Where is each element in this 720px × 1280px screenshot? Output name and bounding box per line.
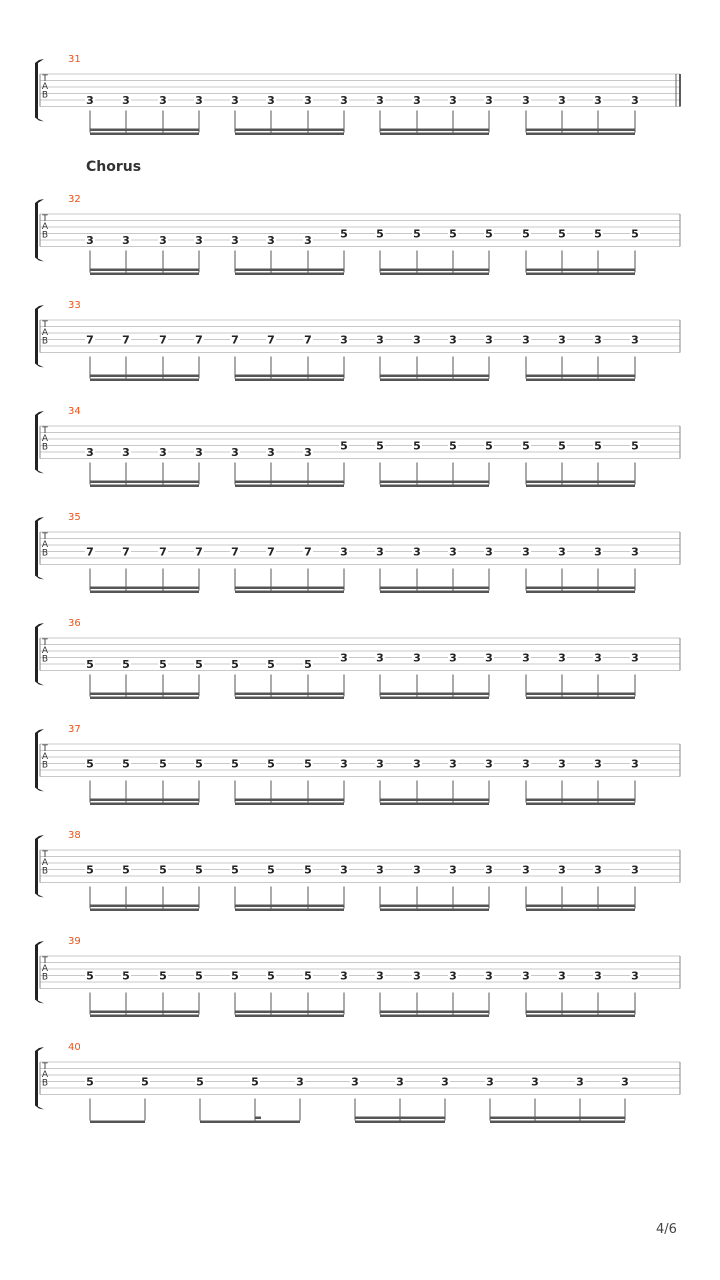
tab-clef-letter: A <box>41 540 49 551</box>
fret-number: 3 <box>531 1075 539 1089</box>
section-label-chorus: Chorus <box>86 159 142 175</box>
beam-secondary <box>235 485 344 488</box>
fret-number: 3 <box>340 545 348 559</box>
fret-number: 3 <box>594 94 602 107</box>
fret-number: 3 <box>522 94 530 107</box>
tab-clef-letter: B <box>41 336 49 347</box>
fret-number: 3 <box>485 651 493 665</box>
fret-number: 5 <box>195 658 203 671</box>
fret-number: 3 <box>231 94 239 107</box>
beam-primary <box>235 905 344 908</box>
beam-secondary <box>380 1015 489 1018</box>
beam-secondary <box>490 1121 625 1124</box>
beam-primary <box>380 693 489 696</box>
tab-clef-letter: T <box>42 744 48 754</box>
beam-primary <box>90 1121 145 1124</box>
tab-clef-letter: T <box>42 320 48 330</box>
fret-number: 3 <box>631 651 639 665</box>
fret-number: 5 <box>159 863 167 877</box>
beam-primary <box>526 129 635 132</box>
fret-number: 3 <box>522 757 530 771</box>
fret-number: 3 <box>594 969 602 983</box>
fret-number: 7 <box>122 333 130 347</box>
fret-number: 5 <box>485 439 493 453</box>
fret-number: 5 <box>340 439 348 453</box>
fret-number: 5 <box>86 1075 94 1089</box>
beam-primary <box>526 587 635 590</box>
beam-primary <box>380 129 489 132</box>
tab-clef-letter: T <box>42 214 48 224</box>
fret-number: 5 <box>304 757 312 771</box>
measure-number: 39 <box>68 936 81 947</box>
fret-number: 5 <box>522 439 530 453</box>
fret-number: 5 <box>558 227 566 241</box>
fret-number: 3 <box>485 545 493 559</box>
fret-number: 3 <box>396 1075 404 1089</box>
fret-number: 3 <box>449 863 457 877</box>
fret-number: 3 <box>86 234 94 247</box>
fret-number: 5 <box>86 658 94 671</box>
beam-primary <box>90 799 199 802</box>
tab-clef-letter: T <box>42 638 48 648</box>
beam-primary <box>355 1117 445 1120</box>
tab-clef-letter: B <box>41 442 49 453</box>
tab-clef-letter: B <box>41 654 49 665</box>
beam-secondary <box>235 909 344 912</box>
fret-number: 5 <box>304 658 312 671</box>
fret-number: 7 <box>86 333 94 347</box>
measure-number: 31 <box>68 54 81 65</box>
measure-number: 34 <box>68 406 81 417</box>
fret-number: 5 <box>231 757 239 771</box>
beam-primary <box>235 375 344 378</box>
beam-secondary <box>90 803 199 806</box>
beam-secondary <box>526 1015 635 1018</box>
fret-number: 5 <box>141 1075 149 1089</box>
measure-number: 33 <box>68 300 81 311</box>
beam-primary <box>200 1121 300 1124</box>
beam-secondary <box>380 273 489 276</box>
fret-number: 3 <box>449 757 457 771</box>
fret-number: 5 <box>631 439 639 453</box>
beam-secondary <box>90 485 199 488</box>
fret-number: 5 <box>594 227 602 241</box>
fret-number: 3 <box>340 333 348 347</box>
beam-secondary <box>526 697 635 700</box>
tab-clef-letter: B <box>41 90 49 101</box>
beam-primary <box>90 269 199 272</box>
fret-number: 5 <box>251 1075 259 1089</box>
beam-secondary <box>235 591 344 594</box>
fret-number: 3 <box>304 94 312 107</box>
fret-number: 3 <box>351 1075 359 1089</box>
fret-number: 3 <box>376 969 384 983</box>
beam-secondary <box>526 909 635 912</box>
fret-number: 5 <box>340 227 348 241</box>
beam-secondary <box>380 591 489 594</box>
beam-secondary <box>90 697 199 700</box>
fret-number: 5 <box>267 863 275 877</box>
fret-number: 3 <box>594 333 602 347</box>
fret-number: 5 <box>159 658 167 671</box>
tab-clef-letter: A <box>41 858 49 869</box>
beam-secondary <box>235 379 344 382</box>
measure-number: 36 <box>68 618 81 629</box>
fret-number: 3 <box>122 94 130 107</box>
fret-number: 7 <box>304 333 312 347</box>
tab-clef-letter: A <box>41 1070 49 1081</box>
beam-secondary <box>380 379 489 382</box>
beam-secondary <box>235 1015 344 1018</box>
fret-number: 5 <box>122 863 130 877</box>
beam-secondary <box>380 909 489 912</box>
fret-number: 3 <box>340 969 348 983</box>
fret-number: 3 <box>558 94 566 107</box>
tab-clef-letter: A <box>41 964 49 975</box>
beam-primary <box>526 481 635 484</box>
fret-number: 3 <box>195 234 203 247</box>
fret-number: 3 <box>340 757 348 771</box>
fret-number: 3 <box>621 1075 629 1089</box>
fret-number: 3 <box>159 446 167 459</box>
fret-number: 3 <box>631 545 639 559</box>
fret-number: 3 <box>485 757 493 771</box>
fret-number: 5 <box>195 863 203 877</box>
fret-number: 7 <box>231 333 239 347</box>
beam-primary <box>526 693 635 696</box>
fret-number: 3 <box>340 863 348 877</box>
beam-secondary <box>90 591 199 594</box>
fret-number: 3 <box>413 651 421 665</box>
fret-number: 3 <box>376 757 384 771</box>
tab-clef-letter: B <box>41 230 49 241</box>
fret-number: 5 <box>159 757 167 771</box>
fret-number: 3 <box>631 863 639 877</box>
beam-primary <box>526 1011 635 1014</box>
beam-secondary <box>355 1121 445 1124</box>
fret-number: 3 <box>449 333 457 347</box>
beam-primary <box>235 799 344 802</box>
fret-number: 3 <box>413 333 421 347</box>
fret-number: 3 <box>631 969 639 983</box>
beam-primary <box>235 587 344 590</box>
fret-number: 5 <box>86 969 94 983</box>
fret-number: 3 <box>485 863 493 877</box>
beam-secondary <box>90 909 199 912</box>
fret-number: 5 <box>122 757 130 771</box>
page-number: 4/6 <box>656 1222 677 1237</box>
beam-secondary <box>235 273 344 276</box>
fret-number: 7 <box>122 545 130 559</box>
fret-number: 3 <box>522 333 530 347</box>
beam-secondary <box>235 133 344 136</box>
beam-primary <box>380 905 489 908</box>
tab-clef-letter: T <box>42 74 48 84</box>
tab-clef-letter: B <box>41 972 49 983</box>
fret-number: 3 <box>86 446 94 459</box>
tab-clef-letter: T <box>42 1062 48 1072</box>
fret-number: 3 <box>296 1075 304 1089</box>
measure-number: 38 <box>68 830 81 841</box>
fret-number: 3 <box>159 234 167 247</box>
beam-primary <box>235 481 344 484</box>
fret-number: 3 <box>558 757 566 771</box>
fret-number: 5 <box>558 439 566 453</box>
fret-number: 3 <box>195 94 203 107</box>
beam-primary <box>380 587 489 590</box>
beam-secondary <box>526 133 635 136</box>
fret-number: 3 <box>231 234 239 247</box>
fret-number: 7 <box>195 545 203 559</box>
fret-number: 7 <box>304 545 312 559</box>
beam-secondary <box>235 803 344 806</box>
tab-clef-letter: T <box>42 426 48 436</box>
fret-number: 3 <box>86 94 94 107</box>
fret-number: 3 <box>485 969 493 983</box>
beam-primary <box>90 481 199 484</box>
measure-number: 40 <box>68 1042 81 1053</box>
fret-number: 5 <box>413 227 421 241</box>
beam-primary <box>90 375 199 378</box>
fret-number: 5 <box>86 757 94 771</box>
fret-number: 3 <box>413 545 421 559</box>
fret-number: 3 <box>441 1075 449 1089</box>
fret-number: 3 <box>376 545 384 559</box>
tab-clef-letter: B <box>41 548 49 559</box>
beam-primary <box>380 481 489 484</box>
tab-clef-letter: A <box>41 222 49 233</box>
fret-number: 5 <box>376 227 384 241</box>
fret-number: 3 <box>522 969 530 983</box>
fret-number: 5 <box>159 969 167 983</box>
beam-primary <box>90 905 199 908</box>
fret-number: 3 <box>594 863 602 877</box>
beam-secondary <box>526 273 635 276</box>
fret-number: 3 <box>594 545 602 559</box>
tab-clef-letter: T <box>42 850 48 860</box>
fret-number: 5 <box>231 969 239 983</box>
fret-number: 7 <box>159 333 167 347</box>
beam-secondary <box>235 697 344 700</box>
fret-number: 7 <box>195 333 203 347</box>
fret-number: 3 <box>159 94 167 107</box>
beam-secondary <box>526 485 635 488</box>
fret-number: 5 <box>594 439 602 453</box>
beam-partial <box>255 1117 261 1120</box>
tab-clef-letter: A <box>41 752 49 763</box>
beam-primary <box>380 269 489 272</box>
beam-secondary <box>90 133 199 136</box>
fret-number: 7 <box>86 545 94 559</box>
fret-number: 3 <box>376 333 384 347</box>
fret-number: 3 <box>631 94 639 107</box>
fret-number: 3 <box>558 333 566 347</box>
fret-number: 3 <box>558 545 566 559</box>
fret-number: 3 <box>340 651 348 665</box>
fret-number: 5 <box>86 863 94 877</box>
fret-number: 3 <box>413 757 421 771</box>
fret-number: 3 <box>231 446 239 459</box>
fret-number: 3 <box>413 94 421 107</box>
beam-primary <box>526 375 635 378</box>
beam-primary <box>90 129 199 132</box>
measure-number: 32 <box>68 194 81 205</box>
beam-primary <box>380 375 489 378</box>
fret-number: 3 <box>267 94 275 107</box>
measure-number: 35 <box>68 512 81 523</box>
fret-number: 3 <box>195 446 203 459</box>
measure-number: 37 <box>68 724 81 735</box>
fret-number: 3 <box>449 651 457 665</box>
fret-number: 3 <box>486 1075 494 1089</box>
fret-number: 3 <box>522 651 530 665</box>
fret-number: 3 <box>413 863 421 877</box>
beam-secondary <box>380 803 489 806</box>
fret-number: 5 <box>631 227 639 241</box>
beam-primary <box>526 269 635 272</box>
beam-primary <box>526 799 635 802</box>
tab-clef-letter: B <box>41 760 49 771</box>
fret-number: 3 <box>304 446 312 459</box>
fret-number: 5 <box>304 863 312 877</box>
tab-clef-letter: A <box>41 646 49 657</box>
fret-number: 5 <box>231 658 239 671</box>
beam-primary <box>235 1011 344 1014</box>
fret-number: 3 <box>413 969 421 983</box>
fret-number: 3 <box>122 446 130 459</box>
tab-clef-letter: T <box>42 956 48 966</box>
fret-number: 3 <box>485 94 493 107</box>
fret-number: 3 <box>594 651 602 665</box>
fret-number: 5 <box>195 757 203 771</box>
beam-secondary <box>90 1015 199 1018</box>
beam-primary <box>235 693 344 696</box>
fret-number: 5 <box>413 439 421 453</box>
beam-primary <box>235 269 344 272</box>
fret-number: 5 <box>196 1075 204 1089</box>
fret-number: 3 <box>122 234 130 247</box>
fret-number: 3 <box>376 651 384 665</box>
fret-number: 3 <box>449 94 457 107</box>
fret-number: 3 <box>376 863 384 877</box>
beam-primary <box>90 587 199 590</box>
fret-number: 5 <box>304 969 312 983</box>
beam-secondary <box>380 133 489 136</box>
fret-number: 5 <box>267 969 275 983</box>
fret-number: 7 <box>267 545 275 559</box>
fret-number: 5 <box>376 439 384 453</box>
beam-secondary <box>526 379 635 382</box>
fret-number: 3 <box>340 94 348 107</box>
beam-secondary <box>90 273 199 276</box>
fret-number: 5 <box>449 227 457 241</box>
beam-secondary <box>90 379 199 382</box>
beam-primary <box>90 1011 199 1014</box>
beam-primary <box>235 129 344 132</box>
fret-number: 3 <box>267 234 275 247</box>
tab-clef-letter: B <box>41 1078 49 1089</box>
fret-number: 3 <box>576 1075 584 1089</box>
fret-number: 5 <box>485 227 493 241</box>
beam-secondary <box>380 485 489 488</box>
fret-number: 3 <box>522 545 530 559</box>
beam-secondary <box>526 591 635 594</box>
fret-number: 3 <box>558 651 566 665</box>
fret-number: 3 <box>522 863 530 877</box>
beam-primary <box>90 693 199 696</box>
fret-number: 3 <box>449 969 457 983</box>
fret-number: 3 <box>267 446 275 459</box>
fret-number: 5 <box>231 863 239 877</box>
fret-number: 3 <box>631 757 639 771</box>
beam-primary <box>380 799 489 802</box>
fret-number: 3 <box>631 333 639 347</box>
fret-number: 7 <box>159 545 167 559</box>
tab-clef-letter: A <box>41 434 49 445</box>
fret-number: 3 <box>304 234 312 247</box>
tab-clef-letter: A <box>41 82 49 93</box>
fret-number: 5 <box>267 658 275 671</box>
fret-number: 7 <box>231 545 239 559</box>
beam-primary <box>526 905 635 908</box>
fret-number: 5 <box>522 227 530 241</box>
beam-secondary <box>526 803 635 806</box>
fret-number: 5 <box>122 658 130 671</box>
beam-primary <box>380 1011 489 1014</box>
fret-number: 5 <box>195 969 203 983</box>
fret-number: 7 <box>267 333 275 347</box>
fret-number: 3 <box>376 94 384 107</box>
beam-secondary <box>380 697 489 700</box>
tab-clef-letter: T <box>42 532 48 542</box>
fret-number: 3 <box>485 333 493 347</box>
fret-number: 3 <box>558 969 566 983</box>
fret-number: 5 <box>122 969 130 983</box>
beam-primary <box>490 1117 625 1120</box>
fret-number: 5 <box>267 757 275 771</box>
fret-number: 3 <box>449 545 457 559</box>
fret-number: 3 <box>558 863 566 877</box>
tab-clef-letter: A <box>41 328 49 339</box>
tab-clef-letter: B <box>41 866 49 877</box>
fret-number: 5 <box>449 439 457 453</box>
fret-number: 3 <box>594 757 602 771</box>
